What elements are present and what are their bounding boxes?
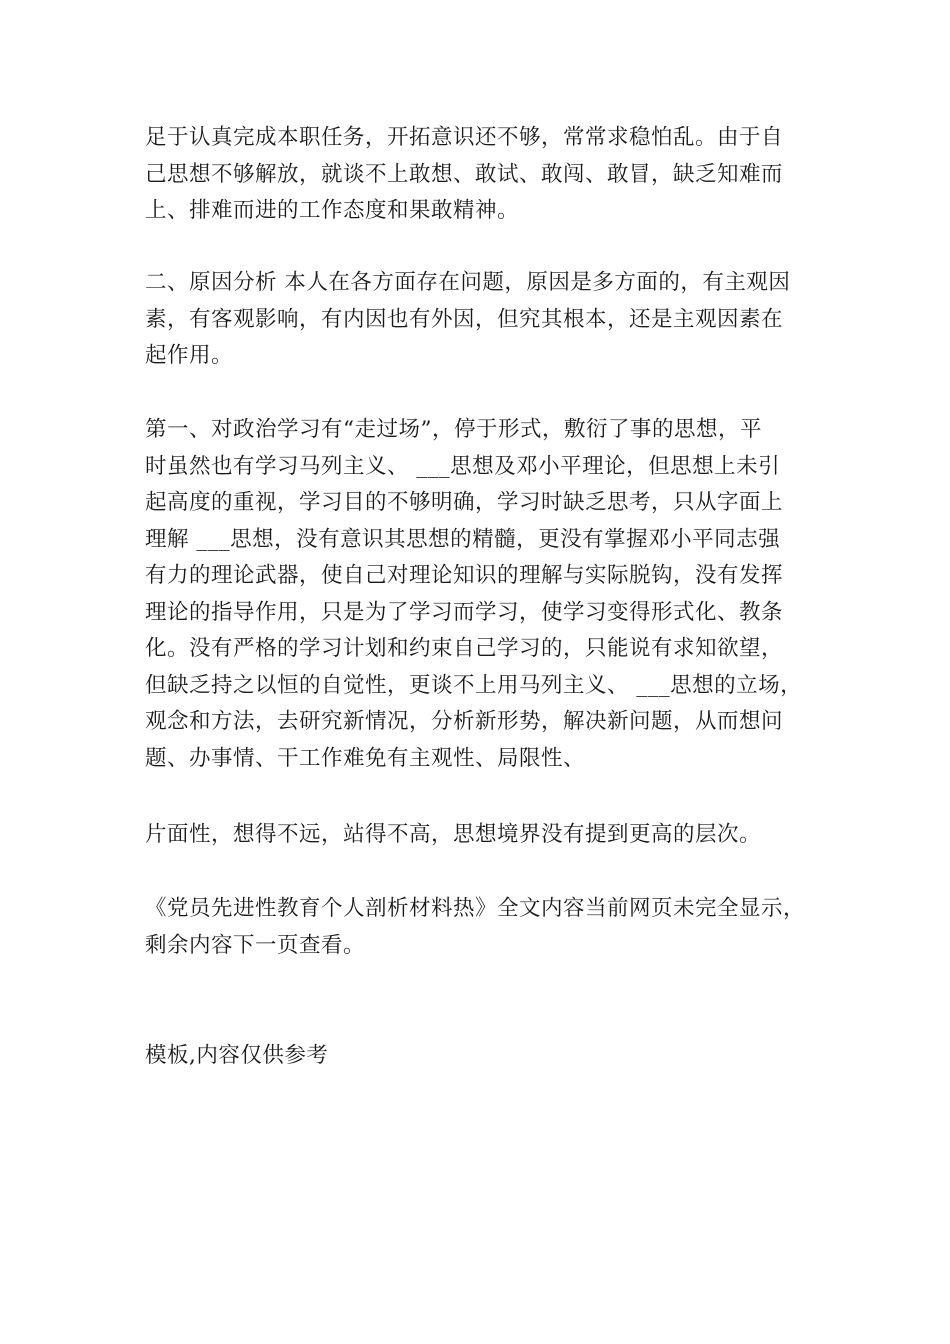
paragraph-line: 足于认真完成本职任务，开拓意识还不够，常常求稳怕乱。由于自 [145, 125, 784, 150]
paragraph-line: 时虽然也有学习马列主义、 ___思想及邓小平理论，但思想上未引 [145, 453, 781, 479]
paragraph-line: 起高度的重视，学习目的不够明确，学习时缺乏思考，只从字面上 [145, 490, 784, 515]
paragraph-line: 理论的指导作用，只是为了学习而学习，使学习变得形式化、教条 [145, 599, 784, 625]
paragraph-line: 题、办事情、干工作难免有主观性、局限性、 [145, 745, 586, 771]
paragraph-line: 《党员先进性教育个人剖析材料热》全文内容当前网页未完全显示， [145, 896, 806, 921]
paragraph-line: 模板,内容仅供参考 [145, 1043, 329, 1068]
paragraph-line: 上、排难而进的工作态度和果敢精神。 [145, 198, 520, 223]
paragraph-continue-notice [145, 891, 810, 964]
paragraph-line: 第一、对政治学习有“走过场”，停于形式，敷衍了事的思想，平 [145, 417, 762, 442]
paragraph-line: 素，有客观影响，有内因也有外因，但究其根本，还是主观因素在 [145, 306, 784, 332]
paragraph-line: 己思想不够解放，就谈不上敢想、敢试、敢闯、敢冒，缺乏知难而 [145, 161, 784, 187]
paragraph-line: 剩余内容下一页查看。 [145, 932, 366, 958]
paragraph-line: 化。没有严格的学习计划和约束自己学习的，只能说有求知欲望， [145, 636, 784, 661]
template-disclaimer [145, 1038, 810, 1075]
paragraph-cause-analysis [145, 265, 810, 375]
paragraph-one-sidedness [145, 817, 810, 854]
paragraph-first-point [145, 412, 810, 777]
paragraph-line: 起作用。 [145, 343, 234, 368]
paragraph-line: 有力的理论武器，使自己对理论知识的理解与实际脱钩，没有发挥 [145, 563, 784, 588]
paragraph-line: 理解 ___思想，没有意识其思想的精髓，更没有掌握邓小平同志强 [145, 526, 781, 552]
paragraph-line: 但缺乏持之以恒的自觉性，更谈不上用马列主义、 ___思想的立场， [145, 672, 803, 698]
paragraph-line: 观念和方法，去研究新情况，分析新形势，解决新问题，从而想问 [145, 709, 784, 734]
paragraph-line: 片面性，想得不远，站得不高，思想境界没有提到更高的层次。 [145, 822, 762, 847]
paragraph-continuation [145, 120, 810, 230]
paragraph-line: 二、原因分析 本人在各方面存在问题，原因是多方面的，有主观因 [145, 270, 791, 295]
